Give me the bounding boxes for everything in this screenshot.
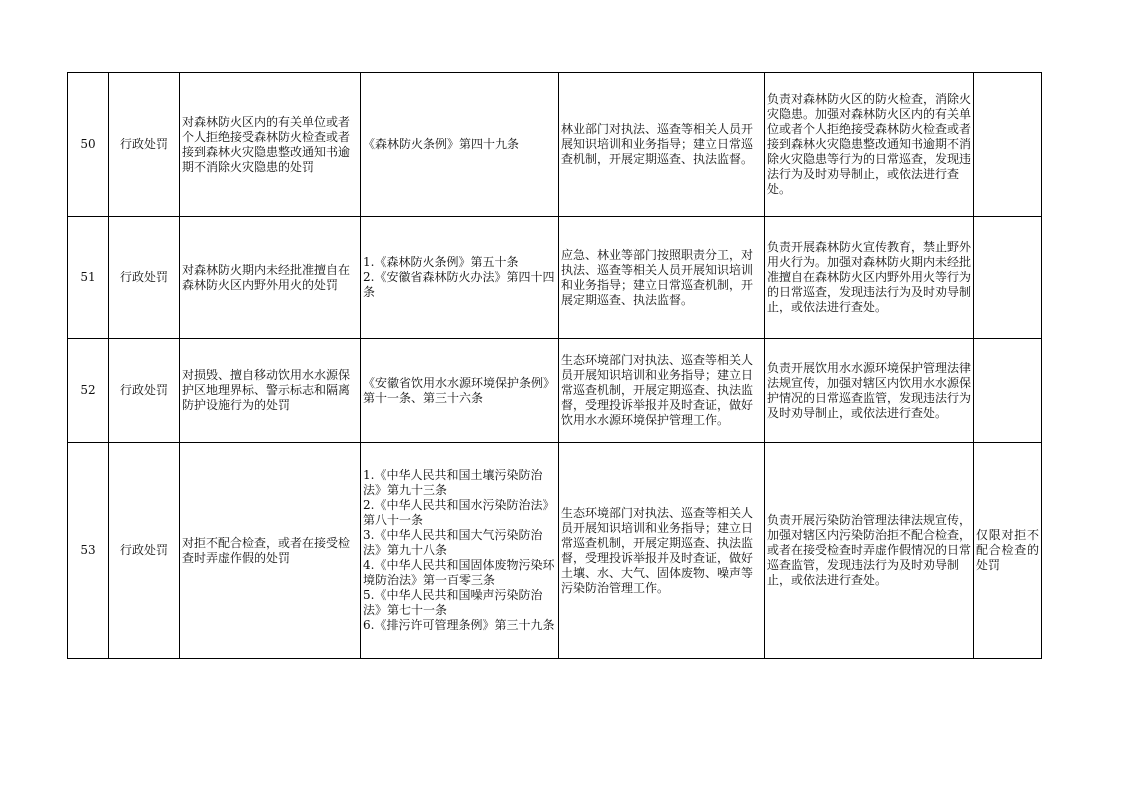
- duty-cell: 负责对森林防火区的防火检查，消除火灾隐患。加强对森林防火区内的有关单位或者个人拒绝接受森林防火检查或者接到森林火灾隐患整改通知书逾期不消除火灾隐患等行为的日常巡查，发现违法行为及时劝导制止，或依法进行查处。: [765, 73, 974, 217]
- legal-basis-item: 1.《中华人民共和国土壤污染防治法》第九十三条: [363, 468, 543, 497]
- table-row: [68, 339, 1042, 443]
- penalty-type-cell: 行政处罚: [109, 73, 180, 217]
- legal-basis-item: 2.《安徽省森林防火办法》第四十四条: [363, 270, 555, 299]
- matter-cell: 对森林防火区内的有关单位或者个人拒绝接受森林防火检查或者接到森林火灾隐患整改通知书逾期不消除火灾隐患的处罚: [180, 73, 361, 217]
- note-cell: [974, 73, 1042, 217]
- note-cell: [974, 339, 1042, 443]
- table-row: [68, 73, 1042, 217]
- penalty-type-cell: 行政处罚: [109, 217, 180, 339]
- guidance-cell: 应急、林业等部门按照职责分工，对执法、巡查等相关人员开展知识培训和业务指导；建立日常巡查机制，开展定期巡查、执法监督。: [559, 217, 765, 339]
- guidance-cell: 林业部门对执法、巡查等相关人员开展知识培训和业务指导；建立日常巡查机制，开展定期巡查、执法监督。: [559, 73, 765, 217]
- legal-basis-cell: [361, 217, 559, 339]
- legal-basis-item: 6.《排污许可管理条例》第三十九条: [363, 618, 555, 632]
- matter-cell: 对拒不配合检查，或者在接受检查时弄虚作假的处罚: [180, 443, 361, 659]
- penalty-type-cell: 行政处罚: [109, 339, 180, 443]
- row-number-cell: 51: [68, 217, 109, 339]
- legal-basis-item: 5.《中华人民共和国噪声污染防治法》第七十一条: [363, 588, 543, 617]
- duty-cell: 负责开展森林防火宣传教育，禁止野外用火行为。加强对森林防火期内未经批准擅自在森林防火区内野外用火等行为的日常巡查，发现违法行为及时劝导制止，或依法进行查处。: [765, 217, 974, 339]
- duty-cell: 负责开展污染防治管理法律法规宣传，加强对辖区内污染防治拒不配合检查，或者在接受检查时弄虚作假情况的日常巡查监管，发现违法行为及时劝导制止，或依法进行查处。: [765, 443, 974, 659]
- row-number-cell: 52: [68, 339, 109, 443]
- row-number-cell: 53: [68, 443, 109, 659]
- enforcement-matters-table: [67, 72, 1042, 659]
- matter-cell: 对森林防火期内未经批准擅自在森林防火区内野外用火的处罚: [180, 217, 361, 339]
- note-cell: 仅限对拒不配合检查的处罚: [974, 443, 1042, 659]
- guidance-cell: 生态环境部门对执法、巡查等相关人员开展知识培训和业务指导；建立日常巡查机制，开展定期巡查、执法监督，受理投诉举报并及时查证，做好土壤、水、大气、固体废物、噪声等污染防治管理工作。: [559, 443, 765, 659]
- row-number-cell: 50: [68, 73, 109, 217]
- legal-basis-cell: [361, 73, 559, 217]
- legal-basis-item: 1.《森林防火条例》第五十条: [363, 255, 519, 269]
- penalty-type-cell: 行政处罚: [109, 443, 180, 659]
- matter-cell: 对损毁、擅自移动饮用水水源保护区地理界标、警示标志和隔离防护设施行为的处罚: [180, 339, 361, 443]
- legal-basis-item: 3.《中华人民共和国大气污染防治法》第九十八条: [363, 528, 543, 557]
- legal-basis-item: 《安徽省饮用水水源环境保护条例》第十一条、第三十六条: [363, 375, 556, 405]
- legal-basis-cell: [361, 443, 559, 659]
- legal-basis-item: 2.《中华人民共和国水污染防治法》第八十一条: [363, 498, 555, 527]
- legal-basis-cell: [361, 339, 559, 443]
- legal-basis-item: 《森林防火条例》第四十九条: [363, 137, 520, 151]
- duty-cell: 负责开展饮用水水源环境保护管理法律法规宣传，加强对辖区内饮用水水源保护情况的日常巡查监管，发现违法行为及时劝导制止，或依法进行查处。: [765, 339, 974, 443]
- note-cell: [974, 217, 1042, 339]
- table-row: [68, 217, 1042, 339]
- legal-basis-item: 4.《中华人民共和国固体废物污染环境防治法》第一百零三条: [363, 558, 555, 587]
- guidance-cell: 生态环境部门对执法、巡查等相关人员开展知识培训和业务指导；建立日常巡查机制，开展定期巡查、执法监督，受理投诉举报并及时查证，做好饮用水水源环境保护管理工作。: [559, 339, 765, 443]
- table-row: [68, 443, 1042, 659]
